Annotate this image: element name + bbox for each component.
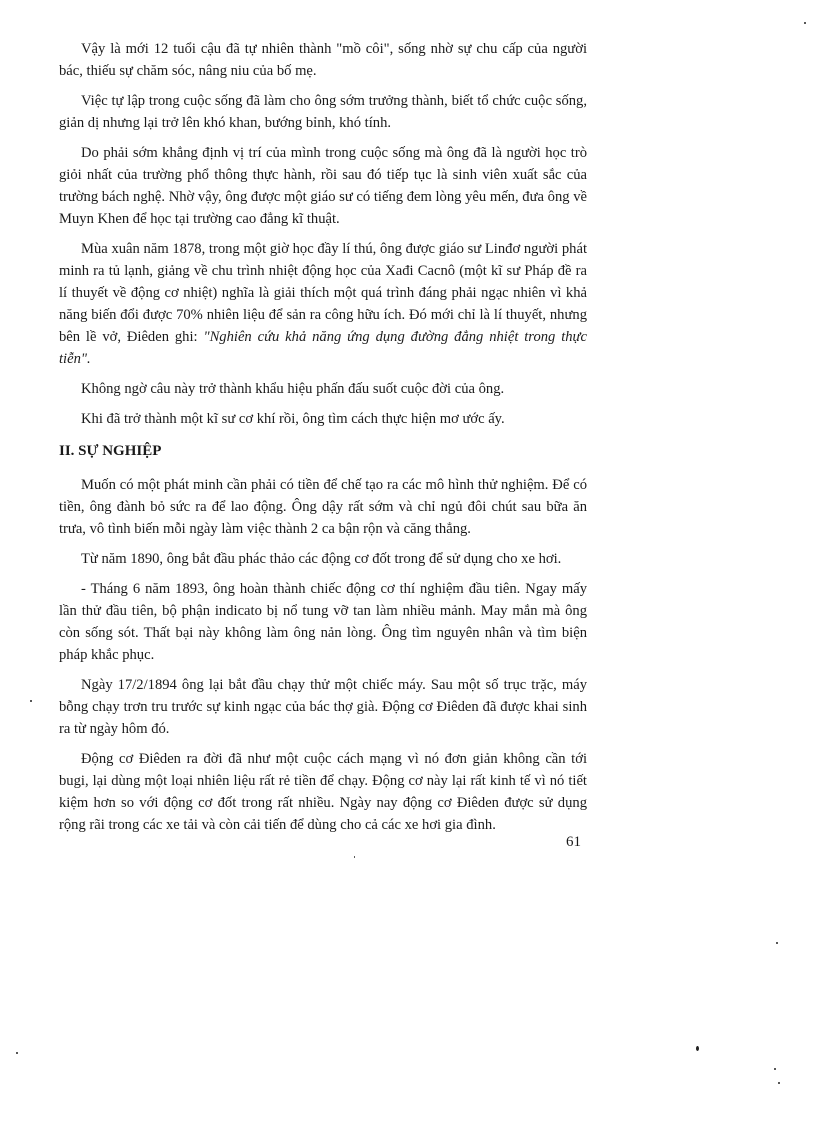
lecture-quote: "Nghiên cứu khả năng ứng dụng đường đẳng nhiệt trong thực tiễn". [59, 329, 587, 367]
paragraph-education: Do phải sớm khẳng định vị trí của mình trong cuộc sống mà ông đã là người học trò giỏi nhất của trường phổ thông thực hành, rồi sau đó tiếp tục là sinh viên xuất sắc của trường bách nghệ. Nhờ vậy, ông được một giáo sư có tiếng đem lòng yêu mến, đưa ông về Muyn Khen để học tại trường cao đẳng kĩ thuật. [59, 145, 587, 227]
paragraph-engineer: Khi đã trở thành một kĩ sư cơ khí rồi, ông tìm cách thực hiện mơ ước ấy. [81, 411, 505, 427]
section-heading-career: II. SỰ NGHIỆP [59, 443, 162, 459]
paragraph-revolution: Động cơ Điêden ra đời đã như một cuộc cách mạng vì nó đơn giản không cần tới bugi, lại dùng một loại nhiên liệu rất rẻ tiền để chạy. Động cơ này lại rất kinh tế vì nó tiết kiệm hơn so với động cơ đốt trong rất nhiều. Ngày nay động cơ Điêden được sử dụng rộng rãi trong các xe tải và còn cải tiến để dùng cho cả các xe hơi gia đình. [59, 751, 587, 833]
scan-speck [30, 700, 32, 702]
scan-speck [354, 856, 355, 858]
paragraph-1894: Ngày 17/2/1894 ông lại bắt đầu chạy thử một chiếc máy. Sau một số trục trặc, máy bỗng chạy trơn tru trước sự kinh ngạc của bác thợ già. Động cơ Điêden đã được khai sinh ra từ ngày hôm đó. [59, 677, 587, 737]
paragraph-1893: - Tháng 6 năm 1893, ông hoàn thành chiếc động cơ thí nghiệm đầu tiên. Ngay mấy lần thử đầu tiên, bộ phận indicato bị nổ tung vỡ tan làm nhiều mảnh. May mắn mà ông còn sống sót. Thất bại này không làm ông nản lòng. Ông tìm nguyên nhân và tìm biện pháp khắc phục. [59, 581, 587, 663]
scan-speck [696, 1046, 699, 1051]
page-number: 61 [566, 834, 581, 850]
scan-speck [16, 1052, 18, 1054]
paragraph-lecture [59, 238, 587, 370]
scan-speck [776, 942, 778, 944]
scan-speck [804, 22, 806, 24]
paragraph-slogan: Không ngờ câu này trở thành khẩu hiệu phấn đấu suốt cuộc đời của ông. [81, 381, 505, 397]
scan-speck [778, 1082, 780, 1084]
lecture-text: Mùa xuân năm 1878, trong một giờ học đầy lí thú, ông được giáo sư Linđơ người phát minh ra tủ lạnh, giảng về chu trình nhiệt động học của Xađi Cacnô (một kĩ sư Pháp đề ra lí thuyết về động cơ nhiệt) nghĩa là giải thích một quá trình đáng phải ngạc nhiên vì khả năng biến đổi được 70% nhiên liệu để sản ra công hữu ích. Đó mới chỉ là lí thuyết, nhưng bên lề vở, Điêden ghi: [59, 241, 587, 345]
paragraph-orphan: Vậy là mới 12 tuổi cậu đã tự nhiên thành "mồ côi", sống nhờ sự chu cấp của người bác, thiếu sự chăm sóc, nâng niu của bố mẹ. [59, 41, 587, 79]
scan-speck [774, 1068, 776, 1070]
paragraph-funding: Muốn có một phát minh cần phải có tiền để chế tạo ra các mô hình thử nghiệm. Để có tiền, ông đành bỏ sức ra để lao động. Ông dậy rất sớm và chỉ ngủ đôi chút sau bữa ăn trưa, vô tình biến mỗi ngày làm việc thành 2 ca bận rộn và căng thẳng. [59, 477, 587, 537]
paragraph-self-reliance: Việc tự lập trong cuộc sống đã làm cho ông sớm trưởng thành, biết tổ chức cuộc sống, giản dị nhưng lại trở lên khó khan, bướng bỉnh, khó tính. [59, 93, 587, 131]
paragraph-1890: Từ năm 1890, ông bắt đầu phác thảo các động cơ đốt trong để sử dụng cho xe hơi. [81, 551, 562, 567]
page-body [59, 38, 587, 844]
